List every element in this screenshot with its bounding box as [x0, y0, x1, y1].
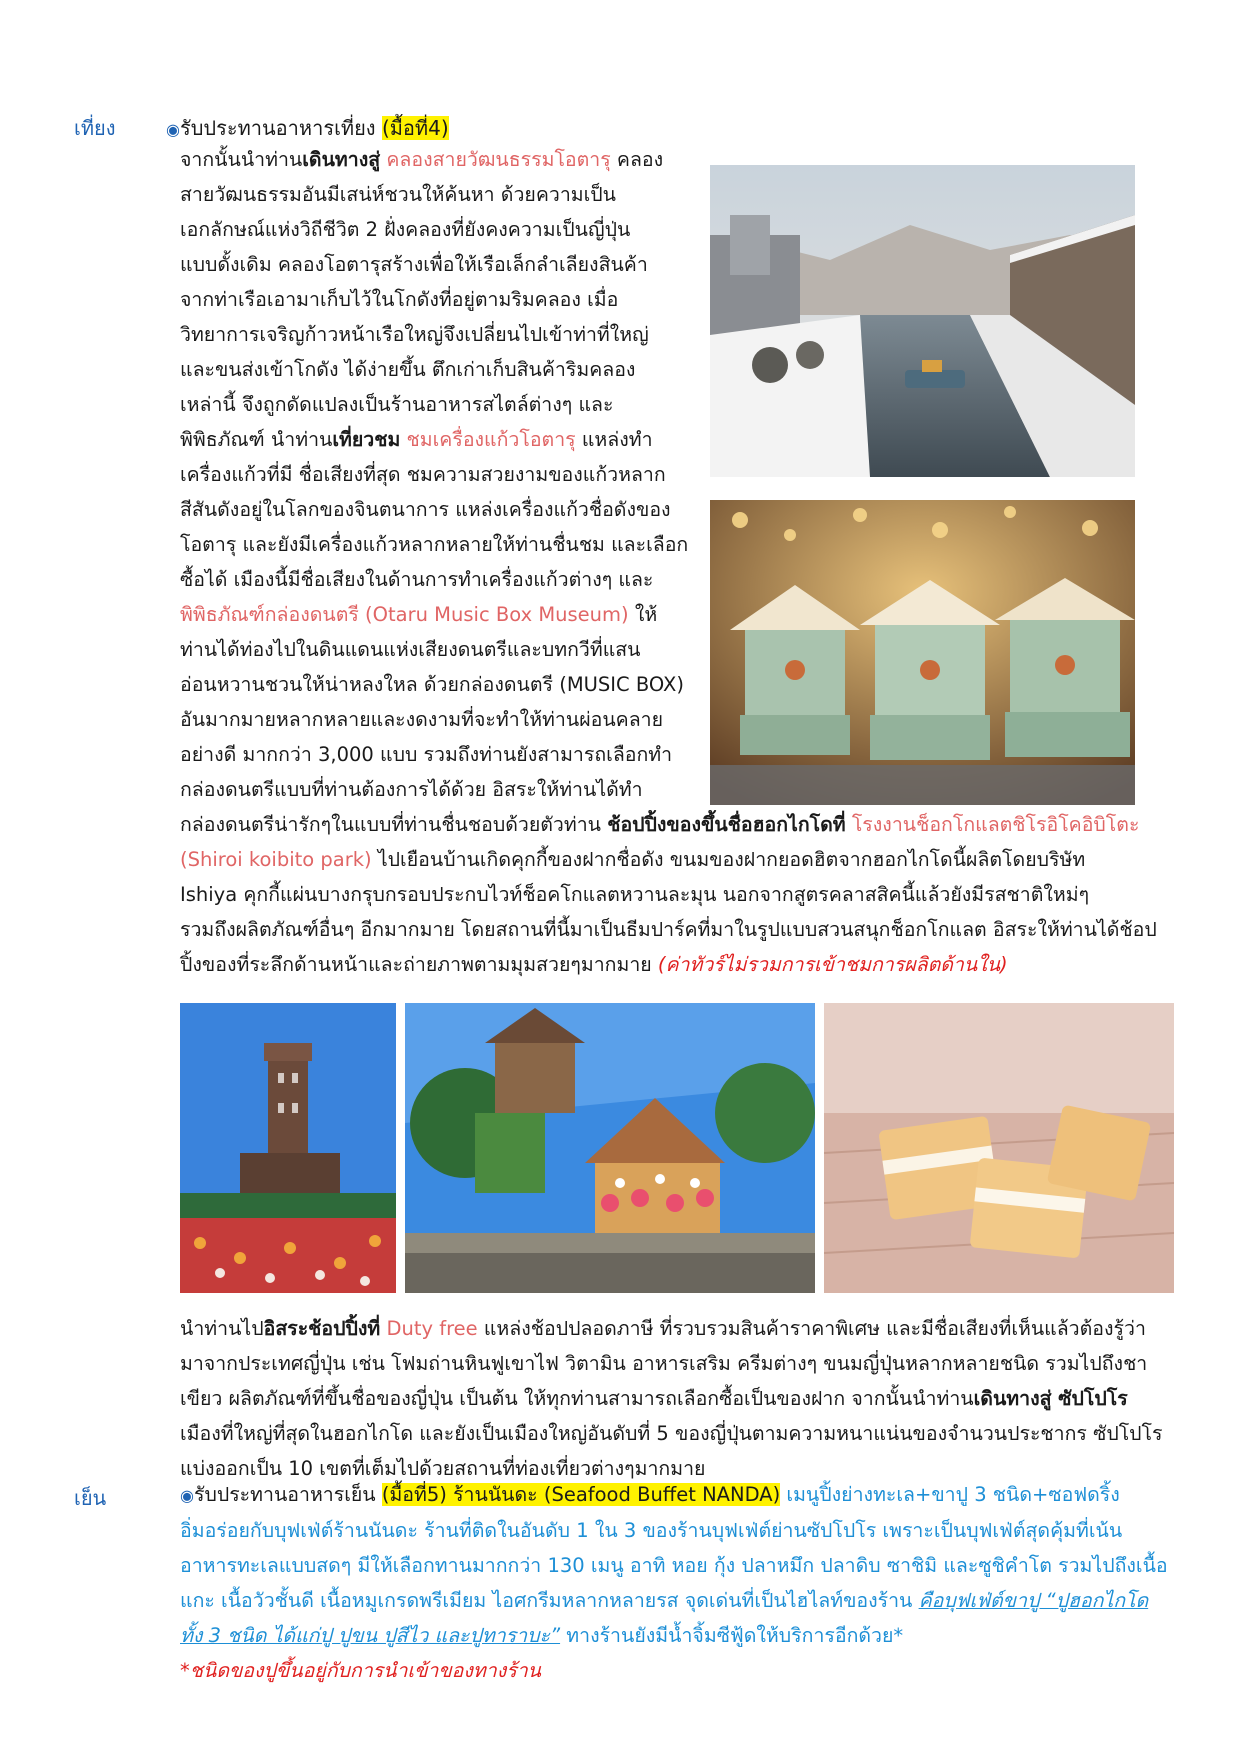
text-line: อาหารทะเลแบบสดๆ มีให้เลือกทานมากกว่า 130 เมนู อาทิ หอย กุ้ง ปลาหมึก ปลาดิบ ซาชิมิ และซูชิคำโต รวมไปถึงเนื้อ: [180, 1554, 1168, 1577]
text-bold: เที่ยวชม: [332, 428, 401, 451]
lunch-meal-tag: (มื้อที่4): [381, 116, 449, 140]
text-line: อ่อนหวานชวนให้น่าหลงใหล ด้วยกล่องดนตรี (MUSIC BOX): [180, 673, 684, 696]
duty-free-name: Duty free: [380, 1317, 478, 1340]
text-line: โอตารุ และยังมีเครื่องแก้วหลากหลายให้ท่านชื่นชม และเลือก: [180, 533, 689, 556]
text-line: มาจากประเทศญี่ปุ่น เช่น โฟมถ่านหินฟูเขาไฟ วิตามิน อาหารเสริม ครีมต่างๆ ขนมญี่ปุ่นหลากหลายชนิด รวมไปถึงชา: [180, 1352, 1148, 1375]
dinner-time-label: เย็น: [74, 1486, 107, 1510]
text: ปิ้งของที่ระลึกด้านหน้าและถ่ายภาพตามมุมสวยๆมากมาย: [180, 953, 658, 976]
music-box-photo: [710, 500, 1135, 805]
text-line: จากท่าเรือเอามาเก็บไว้ในโกดังที่อยู่ตามริมคลอง เมื่อ: [180, 288, 619, 311]
text-line: เหล่านี้ จึงถูกดัดแปลงเป็นร้านอาหารสไตล์ต่างๆ และ: [180, 393, 614, 416]
text-line: แบ่งออกเป็น 10 เขตที่เต็มไปด้วยสถานที่ท่องเที่ยวต่างๆมากมาย: [180, 1457, 706, 1480]
dish-icon: ◉: [180, 1486, 194, 1505]
text: ให้: [628, 603, 658, 626]
text-line: เอกลักษณ์แห่งวิถีชีวิต 2 ฝั่งคลองที่ยังคงความเป็นญี่ปุ่น: [180, 218, 631, 241]
text: แหล่งทำ: [575, 428, 653, 451]
otaru-canal-name: คลองสายวัฒนธรรมโอตารุ: [386, 148, 611, 171]
text-line: กล่องดนตรีแบบที่ท่านต้องการได้ด้วย อิสระให้ท่านได้ทำ: [180, 778, 643, 801]
text: ไปเยือนบ้านเกิดคุกกี้ของฝากชื่อดัง ขนมของฝากยอดฮิตจากฮอกไกโดนี้ผลิตโดยบริษัท: [371, 848, 1086, 871]
dinner-menu-summary: เมนูปิ้งย่างทะเล+ขาปู 3 ชนิด+ซอฟดริ้ง: [780, 1483, 1120, 1506]
shiroi-factory-name: โรงงานช็อกโกแลตชิโรอิโคอิบิโตะ: [845, 813, 1140, 836]
text-line: สีสันดังอยู่ในโลกของจินตนาการ แหล่งเครื่องแก้วชื่อดังของ: [180, 498, 671, 521]
text: จากนั้นนำท่าน: [180, 148, 303, 171]
text: นำท่านไป: [180, 1317, 264, 1340]
text-line: แบบดั้งเดิม คลองโอตารุสร้างเพื่อให้เรือเล็กลำเลียงสินค้า: [180, 253, 648, 276]
shiroi-cookie-photo: [824, 1003, 1174, 1293]
dinner-heading-text: รับประทานอาหารเย็น: [193, 1483, 376, 1506]
lunch-heading: [166, 112, 449, 144]
text-bold: เดินทางสู่ ซัปโปโร: [973, 1387, 1128, 1410]
text-line: Ishiya คุกกี้แผ่นบางกรุบกรอบประกบไวท์ช็อคโกแลตหวานละมุน นอกจากสูตรคลาสสิคนี้แล้วยังมีรสชาติใหม่ๆ: [180, 883, 1090, 906]
text-line: อย่างดี มากกว่า 3,000 แบบ รวมถึงท่านยังสามารถเลือกทำ: [180, 743, 673, 766]
text-line: อิ่มอร่อยกับบุฟเฟ่ต์ร้านนันดะ ร้านที่ติดในอันดับ 1 ใน 3 ของร้านบุฟเฟ่ต์ย่านซัปโปโร เพราะเป็นบุฟเฟ่ต์สุดคุ้มที่เน้น: [180, 1519, 1123, 1542]
text: กล่องดนตรีน่ารักๆในแบบที่ท่านชื่นชอบด้วยตัวท่าน: [180, 813, 608, 836]
text-line: รวมถึงผลิตภัณฑ์อื่นๆ อีกมากมาย โดยสถานที่นี้มาเป็นธีมปาร์คที่มาในรูปแบบสวนสนุกช็อกโกแลต อิสระให้ท่านได้ช้อป: [180, 918, 1157, 941]
otaru-paragraph: [180, 142, 688, 807]
shiroi-park-name: (Shiroi koibito park): [180, 848, 372, 871]
crab-types-highlight: ทั้ง 3 ชนิด ได้แก่ปู ปูขน ปูสีไว และปูทาราบะ”: [180, 1624, 561, 1647]
shiroi-candy-house-photo: [405, 1003, 815, 1293]
text: แหล่งช้อปปลอดภาษี ที่รวบรวมสินค้าราคาพิเศษ และมีชื่อเสียงที่เห็นแล้วต้องรู้ว่า: [477, 1317, 1146, 1340]
text-line: ท่านได้ท่องไปในดินแดนแห่งเสียงดนตรีและบทกวีที่แสน: [180, 638, 641, 661]
text-line: และขนส่งเข้าโกดัง ได้ง่ายขึ้น ตึกเก่าเก็บสินค้าริมคลอง: [180, 358, 636, 381]
crab-buffet-highlight: คือบุฟเฟ่ต์ขาปู “ปูฮอกไกโด: [918, 1589, 1149, 1612]
text: เขียว ผลิตภัณฑ์ที่ขึ้นชื่อของญี่ปุ่น เป็นต้น ให้ทุกท่านสามารถเลือกซื้อเป็นของฝาก จากนั้นนำท่าน: [180, 1387, 974, 1410]
dinner-paragraph: [180, 1477, 1168, 1688]
otaru-canal-photo: [710, 165, 1135, 477]
text: แกะ เนื้อวัวชั้นดี เนื้อหมูเกรดพรีเมียม ไอศกรีมหลากหลายรส จุดเด่นที่เป็นไฮไลท์ของร้าน: [180, 1589, 919, 1612]
lunch-heading-text: รับประทานอาหารเที่ยง: [179, 116, 376, 140]
text-bold: เดินทางสู่: [302, 148, 381, 171]
text-line: เมืองที่ใหญ่ที่สุดในฮอกไกโด และยังเป็นเมืองใหญ่อันดับที่ 5 ของญี่ปุ่นตามความหนาแน่นของจำนวนประชากร ซัปโปโร: [180, 1422, 1163, 1445]
text-line: เครื่องแก้วที่มี ชื่อเสียงที่สุด ชมความสวยงามของแก้วหลาก: [180, 463, 666, 486]
text-line: สายวัฒนธรรมอันมีเสน่ห์ชวนให้ค้นหา ด้วยความเป็น: [180, 183, 616, 206]
text: พิพิธภัณฑ์ นำท่าน: [180, 428, 333, 451]
text-bold: ช้อปปิ้งของขึ้นชื่อฮอกไกโดที่: [607, 813, 846, 836]
text-line: วิทยาการเจริญก้าวหน้าเรือใหญ่จึงเปลี่ยนไปเข้าท่าที่ใหญ่: [180, 323, 649, 346]
music-box-museum-name: พิพิธภัณฑ์กล่องดนตรี (Otaru Music Box Museum): [180, 603, 629, 626]
dutyfree-paragraph: [180, 1311, 1163, 1486]
text-bold: อิสระช้อปปิ้งที่: [263, 1317, 381, 1340]
lunch-time-label: เที่ยง: [74, 116, 116, 140]
tour-excludes-note: (ค่าทัวร์ไม่รวมการเข้าชมการผลิตด้านใน): [657, 953, 1008, 976]
dish-icon: ◉: [166, 120, 180, 139]
shiroi-paragraph: [180, 807, 1157, 982]
crab-import-note: *ชนิดของปูขึ้นอยู่กับการนำเข้าของทางร้าน: [180, 1659, 541, 1682]
text-line: ซื้อได้ เมืองนี้มีชื่อเสียงในด้านการทำเครื่องแก้วต่างๆ และ: [180, 568, 654, 591]
text-line: อันมากมายหลากหลายและงดงามที่จะทำให้ท่านผ่อนคลาย: [180, 708, 664, 731]
text: ทางร้านยังมีน้ำจิ้มซีฟู้ดให้บริการอีกด้วย*: [560, 1624, 904, 1647]
glass-museum-name: ชมเครื่องแก้วโอตารุ: [406, 428, 576, 451]
shiroi-tower-photo: [180, 1003, 396, 1293]
text: คลอง: [610, 148, 664, 171]
dinner-meal-tag: (มื้อที่5) ร้านนันดะ (Seafood Buffet NANDA): [381, 1483, 781, 1506]
